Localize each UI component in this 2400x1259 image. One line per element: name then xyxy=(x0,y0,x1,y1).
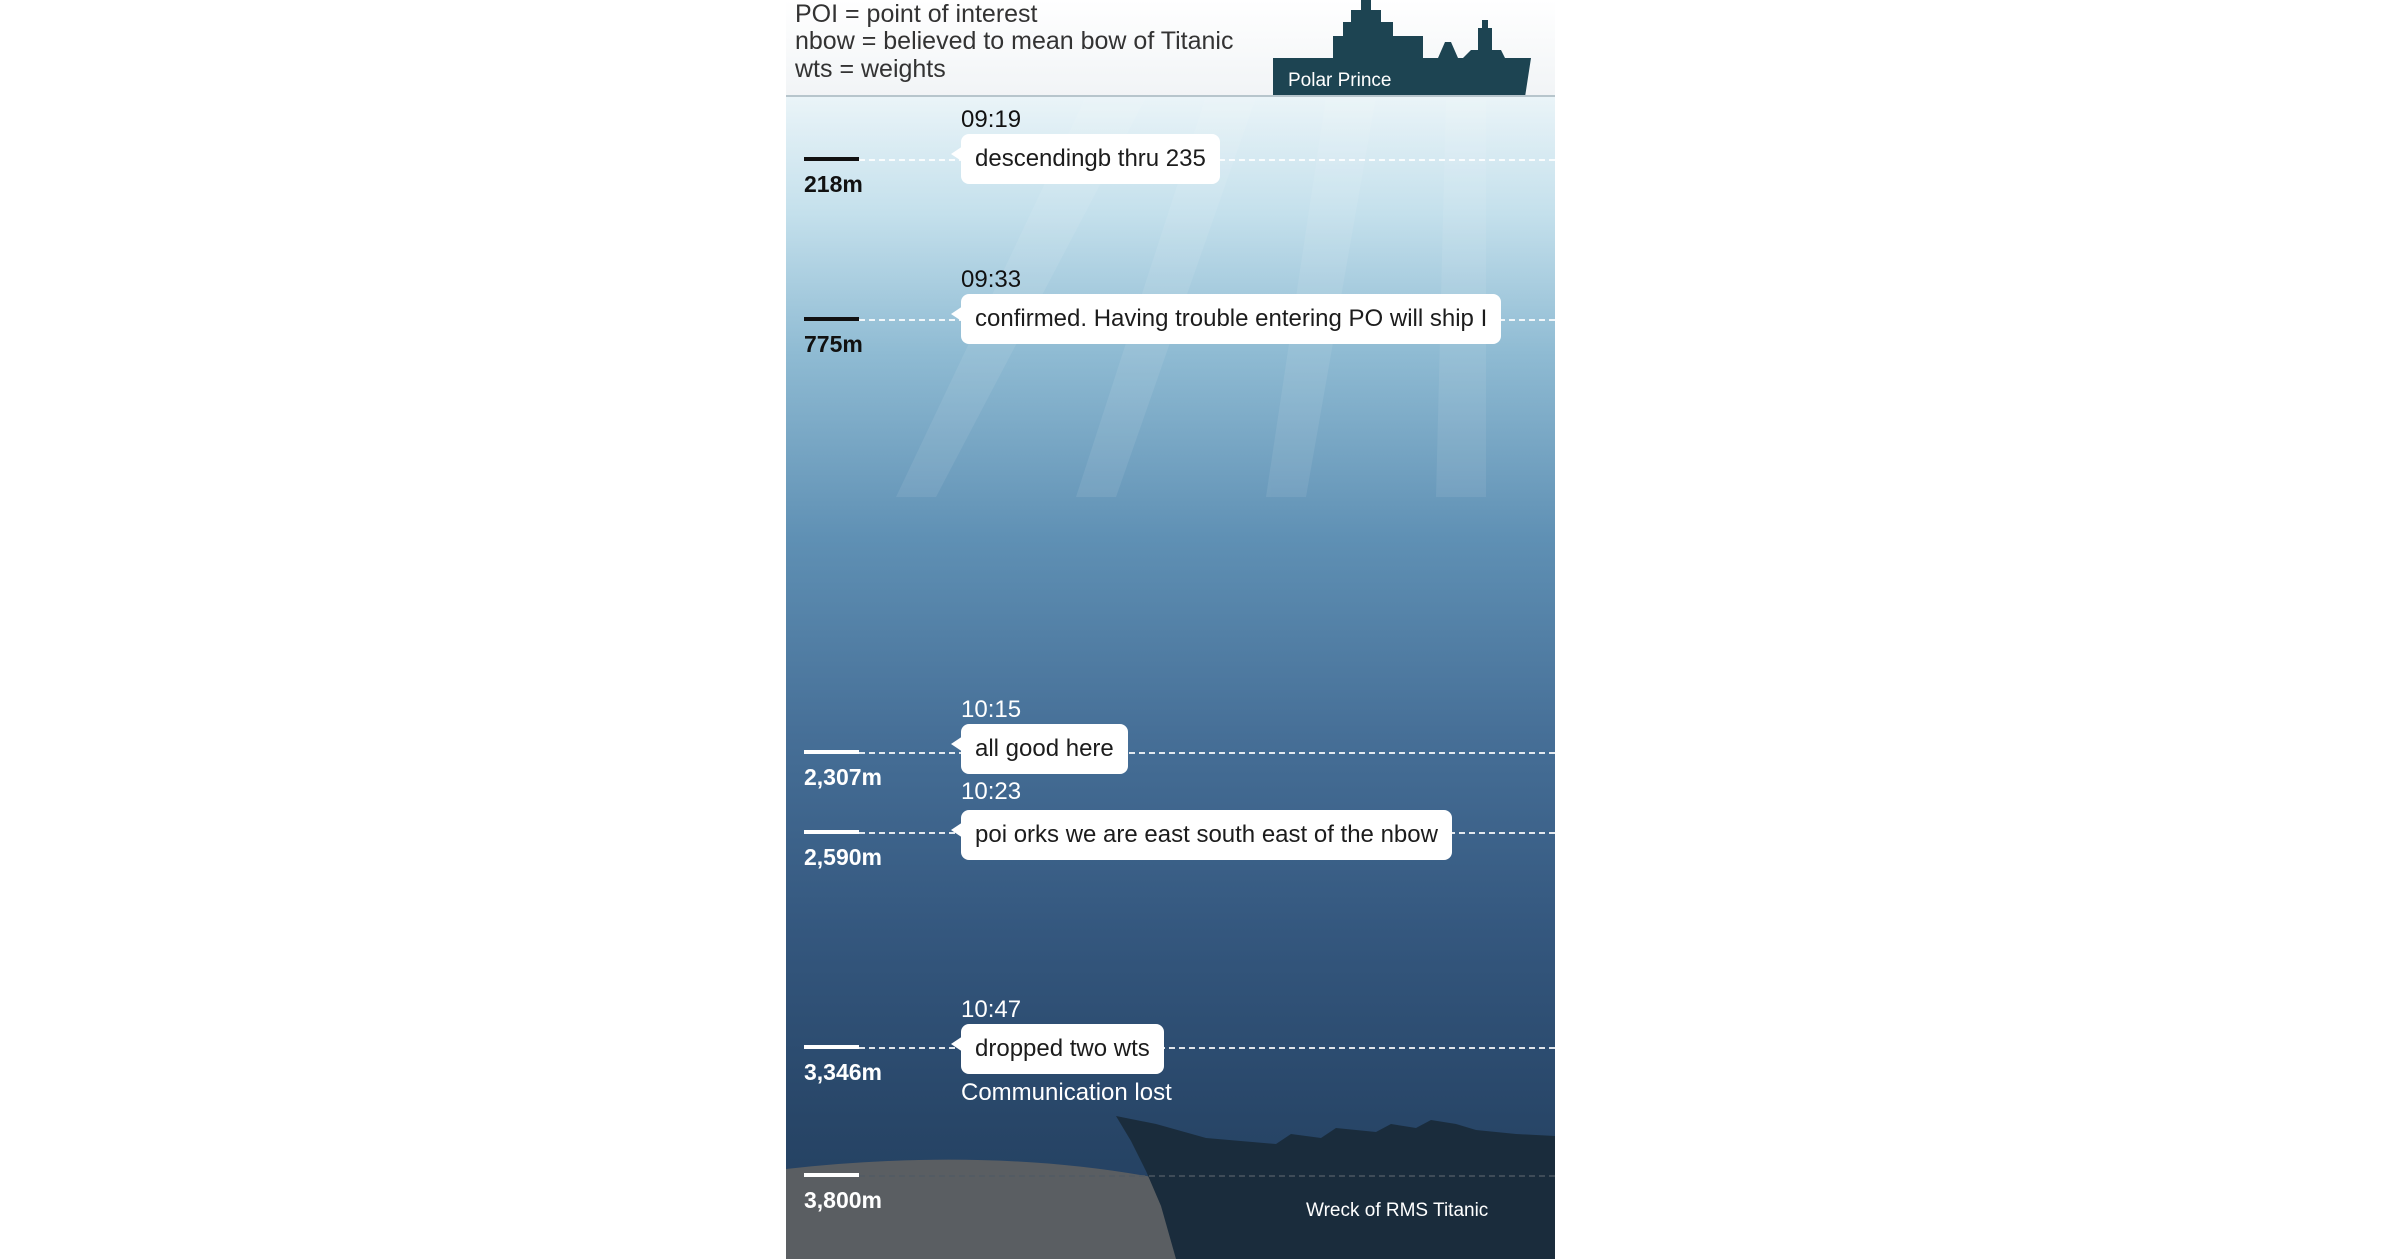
legend-nbow: nbow = believed to mean bow of Titanic xyxy=(795,27,1234,55)
depth-label: 2,590m xyxy=(804,844,883,870)
legend-header xyxy=(786,0,1555,97)
depth-tick xyxy=(804,830,859,834)
event-time: 10:23 xyxy=(961,778,1022,805)
depth-line xyxy=(859,1175,1555,1177)
depth-label: 3,346m xyxy=(804,1059,883,1085)
wreck-label: Wreck of RMS Titanic xyxy=(1306,1200,1489,1221)
event-time: 09:19 xyxy=(961,106,1022,133)
depth-label: 2,307m xyxy=(804,764,883,790)
titanic-wreck-icon xyxy=(1116,1116,1555,1259)
depth-label: 775m xyxy=(804,331,863,357)
depth-tick xyxy=(804,1173,859,1177)
diagram-panel xyxy=(786,0,1555,1259)
event-time: 10:15 xyxy=(961,696,1022,723)
seafloor-depth-label: 3,800m xyxy=(804,1187,883,1213)
message-bubble: confirmed. Having trouble entering PO will ship I xyxy=(961,294,1501,344)
communication-lost-note: Communication lost xyxy=(961,1079,1172,1106)
legend-wts: wts = weights xyxy=(795,55,946,83)
depth-label: 218m xyxy=(804,171,863,197)
event-time: 10:47 xyxy=(961,996,1022,1023)
ship-label: Polar Prince xyxy=(1288,70,1392,91)
message-bubble: dropped two wts xyxy=(961,1024,1164,1074)
legend-poi: POI = point of interest xyxy=(795,0,1038,28)
depth-tick xyxy=(804,317,859,321)
event-time: 09:33 xyxy=(961,266,1022,293)
message-bubble: poi orks we are east south east of the nbow xyxy=(961,810,1452,860)
depth-tick xyxy=(804,157,859,161)
depth-tick xyxy=(804,1045,859,1049)
message-bubble: descendingb thru 235 xyxy=(961,134,1220,184)
depth-tick xyxy=(804,750,859,754)
message-bubble: all good here xyxy=(961,724,1128,774)
